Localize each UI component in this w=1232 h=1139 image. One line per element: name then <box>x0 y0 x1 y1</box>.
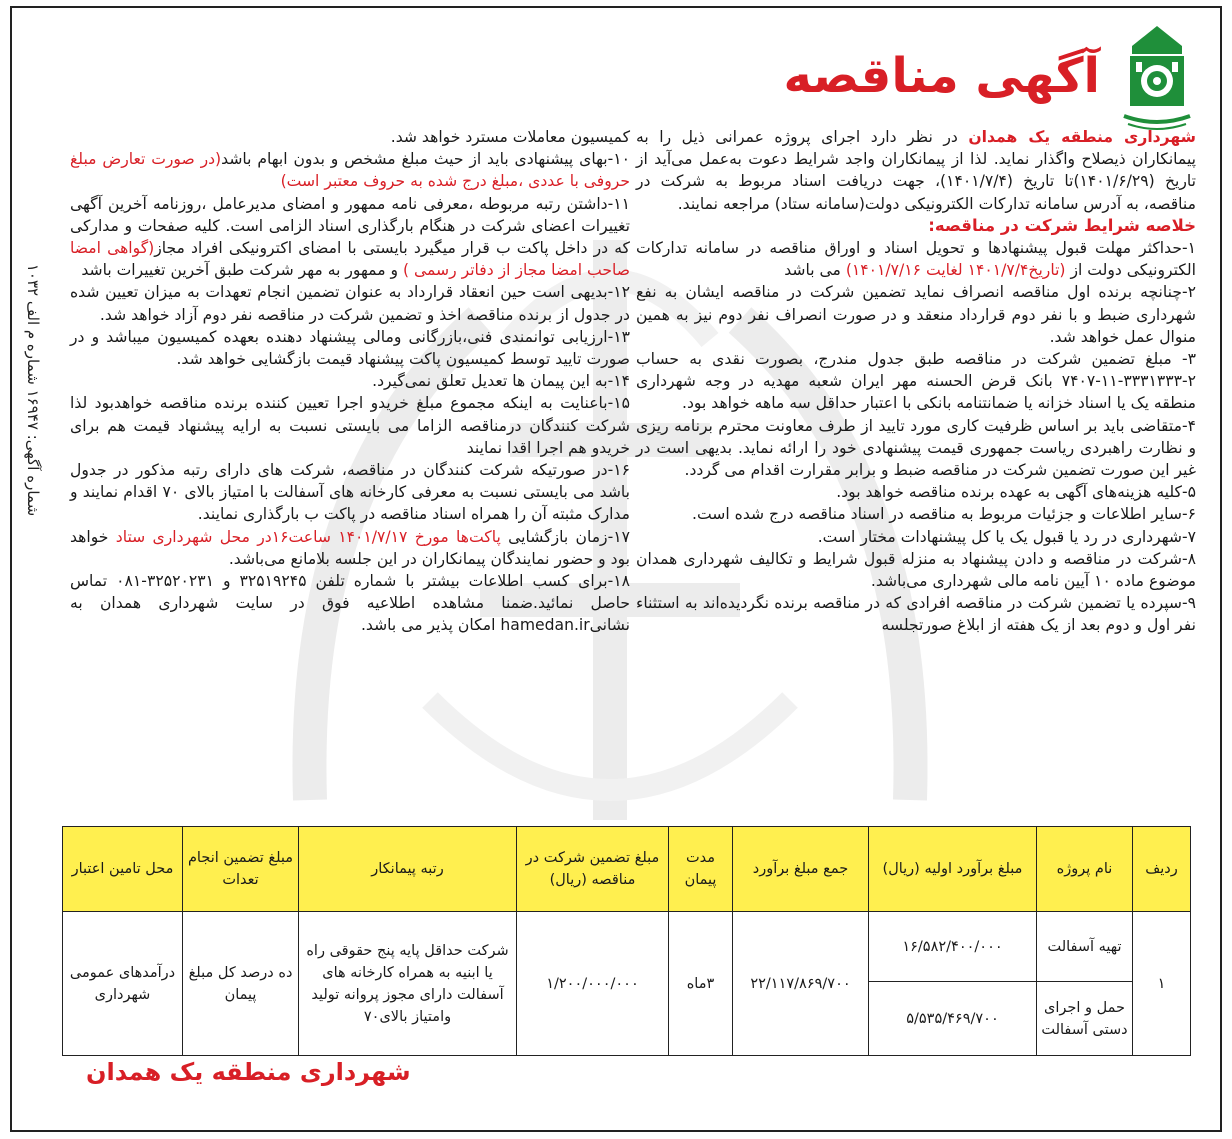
header-commitment-guarantee: مبلغ تضمین انجام تعدات <box>183 827 299 912</box>
header-duration: مدت پیمان <box>669 827 733 912</box>
condition-11-note: (گواهی امضا صاحب امضا مجاز از دفاتر رسمی ) <box>70 239 630 280</box>
municipality-logo-icon <box>1114 24 1200 134</box>
condition-1-tail: می باشد <box>784 261 846 280</box>
cell-contractor-grade: شرکت حداقل پایه پنج حقوقی راه یا ابنیه به همراه کارخانه های آسفالت دارای مجوز پروانه تولید وامتیاز بالای۷۰ <box>299 912 517 1056</box>
intro-paragraph <box>636 126 1196 215</box>
condition-4: ۴-متقاضی باید بر اساس ظرفیت کاری مورد تایید از طرف معاونت محترم برنامه ریزی و نظارت راهبردی ریاست جمهوری قیمت پیشنهادی خود را ارائه نماید. بدیهی است در غیر این صورت تضمین شرکت در مناقصه ضبط و برابر مقرارت اقدام می گردد. <box>636 416 1196 480</box>
summary-heading: خلاصه شرایط شرکت در مناقصه: <box>928 215 1196 235</box>
condition-11-text: ۱۱-داشتن رتبه مربوطه ،معرفی نامه ممهور و امضای مدیرعامل ،روزنامه آخرین آگهی تغییرات اعضای شرکت در هنگام بارگذاری اسناد الزامی است. کلیه صفحات و مدارکی که در داخل پاکت ب قرار میگیرد بایستی با امضای اکترونیکی افراد مجاز <box>70 194 630 258</box>
cell-project-b: حمل و اجرای دستی آسفالت <box>1037 982 1133 1056</box>
cell-project-a: تهیه آسفالت <box>1037 912 1133 982</box>
condition-1-text: ۱-حداکثر مهلت قبول پیشنهادها و تحویل اسناد و اوراق مناقصه در سامانه تدارکات الکترونیکی دولت از <box>636 239 1196 280</box>
condition-12: ۱۲-بدیهی است حین انعقاد قرارداد به عنوان تضمین انجام تعهدات به میزان تعیین شده در جدول از برنده مناقصه اخذ و تضمین شرکت در مناقصه نفر دوم آزاد خواهد شد. <box>70 283 630 324</box>
header <box>783 24 1200 134</box>
cell-commitment-guarantee: ده درصد کل مبلغ پیمان <box>183 912 299 1056</box>
side-reference-number <box>18 150 48 630</box>
cell-estimate-b: ۵/۵۳۵/۴۶۹/۷۰۰ <box>869 982 1037 1056</box>
header-funding-source: محل تامین اعتبار <box>63 827 183 912</box>
condition-7: ۷-شهرداری در رد یا قبول یک یا کل پیشنهادات مختار است. <box>817 527 1196 546</box>
condition-1 <box>636 237 1196 281</box>
condition-10 <box>70 148 630 192</box>
cell-row-number: ۱ <box>1133 912 1191 1056</box>
project-table <box>62 826 1190 1056</box>
condition-9-continued: کمیسیون معاملات مسترد خواهد شد. <box>390 128 630 146</box>
table-row <box>63 912 1191 982</box>
header-contractor-grade: رتبه پیمانکار <box>299 827 517 912</box>
condition-18: ۱۸-برای کسب اطلاعات بیشتر با شماره تلفن ۳۲۵۱۹۲۴۵ و ۳۲۵۲۰۲۳۱-۰۸۱ تماس حاصل نمائید.ضمنا مشاهده اطلاعیه فوق در سایت شهرداری همدان به نشانیhamedan.ir امکان پذیر می باشد. <box>70 572 630 635</box>
header-total-estimate: جمع مبلغ برآورد <box>733 827 869 912</box>
intro-organization: شهرداری منطقه یک همدان <box>968 128 1196 146</box>
right-column <box>636 126 1196 637</box>
cell-total-estimate: ۲۲/۱۱۷/۸۶۹/۷۰۰ <box>733 912 869 1056</box>
condition-14: ۱۴-به این پیمان ها تعدیل تعلق نمی‌گیرد. <box>372 372 630 391</box>
condition-13: ۱۳-ارزیابی توانمندی فنی،بازرگانی ومالی پیشنهاد دهنده بعهده کمیسیون میباشد و در صورت تایید توسط کمیسیون پاکت پیشنهاد قیمت بازگشایی خواهد شد. <box>70 327 630 369</box>
condition-15: ۱۵-باعنایت به اینکه مجموع مبلغ خریدو اجرا تعیین کننده برنده مناقصه خواهدبود لذا شرکت کنندگان درمناقصه الزاما می بایستی نسبت به ارایه پیشنهاد قیمت هم برای خریدو هم اجرا اقدا نمایند <box>70 394 630 457</box>
header-initial-estimate: مبلغ برآورد اولیه (ریال) <box>869 827 1037 912</box>
condition-8: ۸-شرکت در مناقصه و دادن پیشنهاد به منزله قبول شرایط و تکالیف شهرداری همدان موضوع ماده ۱۰ آیین نامه مالی شهرداری می‌باشد. <box>636 549 1196 591</box>
table-header-row <box>63 827 1191 912</box>
condition-17-opening: پاکت‌ها مورخ ۱۴۰۱/۷/۱۷ ساعت۱۶در محل شهرداری ستاد <box>115 527 501 546</box>
condition-17-text: ۱۷-زمان بازگشایی <box>500 527 630 546</box>
condition-2: ۲-چنانچه برنده اول مناقصه انصراف نماید تضمین شرکت در مناقصه ایشان به نفع شهرداری ضبط و با نفر دوم قرارداد منعقد و در صورت انصراف نفر دوم نیز به همین منوال عمل خواهد شد. <box>636 283 1196 346</box>
condition-17 <box>70 526 630 570</box>
cell-duration: ۳ماه <box>669 912 733 1056</box>
condition-10-text: ۱۰-بهای پیشنهادی باید از حیث مبلغ مشخص و بدون ابهام باشد <box>221 150 631 169</box>
cell-estimate-a: ۱۶/۵۸۲/۴۰۰/۰۰۰ <box>869 912 1037 982</box>
condition-16: ۱۶-در صورتیکه شرکت کنندگان در مناقصه، شرکت های دارای رتبه مذکور در جدول باشد می بایستی نسبت به معرفی کارخانه های آسفالت با امتیاز بالای ۷۰ اقدام نمایند و مدارک مثبته آن را همراه اسناد مناقصه در پاکت ب بارگذاری نمایند. <box>70 461 630 524</box>
side-reference-text: شماره آگهی: ۱۶۹۴۷ شماره م الف ۱۰۳۲ <box>24 263 42 517</box>
intro-text: در نظر دارد اجرای پروژه عمرانی ذیل را به پیمانکاران ذیصلاح واگذار نماید. لذا از پیمانکاران واجد شرایط دعوت به‌عمل می‌آید از تاریخ (۱۴۰۱/۶/۲۹)تا تاریخ (۱۴۰۱/۷/۴)، جهت دریافت اسناد مربوط به شرکت در مناقصه، به آدرس سامانه تدارکات الکترونیکی دولت(سامانه ستاد) مراجعه نمایند. <box>636 128 1196 213</box>
condition-11 <box>70 193 630 282</box>
condition-10-note: (در صورت تعارض مبلغ حروفی با عددی ،مبلغ درج شده به حروف معتبر است) <box>70 150 630 191</box>
condition-9: ۹-سپرده یا تضمین شرکت در مناقصه افرادی که در مناقصه برنده نگردیده‌اند به استثناء نفر اول و دوم بعد از یک هفته از ابلاغ صورتجلسه <box>636 594 1196 635</box>
header-guarantee: مبلغ تضمین شرکت در مناقصه (ریال) <box>517 827 669 912</box>
cell-funding-source: درآمدهای عمومی شهرداری <box>63 912 183 1056</box>
header-project-name: نام پروژه <box>1037 827 1133 912</box>
project-table-grid <box>62 826 1191 1056</box>
condition-17-tail: خواهد بود و حضور نمایندگان پیمانکاران در این جلسه بلامانع می‌باشد. <box>70 527 630 568</box>
condition-3: ۳- مبلغ تضمین شرکت در مناقصه طبق جدول مندرج، بصورت نقدی به حساب ۲-۳۳۳۱۳۳۳-۱۱-۷۴۰۷ بانک قرض الحسنه مهر ایران شعبه مهدیه در وجه شهرداری منطقه یک یا اسناد خزانه یا ضمانتنامه بانکی با اعتبار حداقل سه ماهه خواهد بود. <box>636 350 1196 413</box>
condition-11-tail: و ممهور به مهر شرکت طبق آخرین تغییرات باشد <box>81 261 403 280</box>
cell-guarantee: ۱/۲۰۰/۰۰۰/۰۰۰ <box>517 912 669 1056</box>
left-column <box>70 126 630 637</box>
footer-signature: شهرداری منطقه یک همدان <box>86 1058 411 1086</box>
condition-5: ۵-کلیه هزینه‌های آگهی به عهده برنده مناقصه خواهد بود. <box>836 483 1196 502</box>
condition-6: ۶-سایر اطلاعات و جزئیات مربوط به مناقصه در اسناد مناقصه درج شده است. <box>692 505 1196 524</box>
page-title: آگهی مناقصه <box>783 48 1100 104</box>
condition-1-dates: (تاریخ۱۴۰۱/۷/۴ لغایت ۱۴۰۱/۷/۱۶) <box>845 261 1066 280</box>
header-row-number: ردیف <box>1133 827 1191 912</box>
